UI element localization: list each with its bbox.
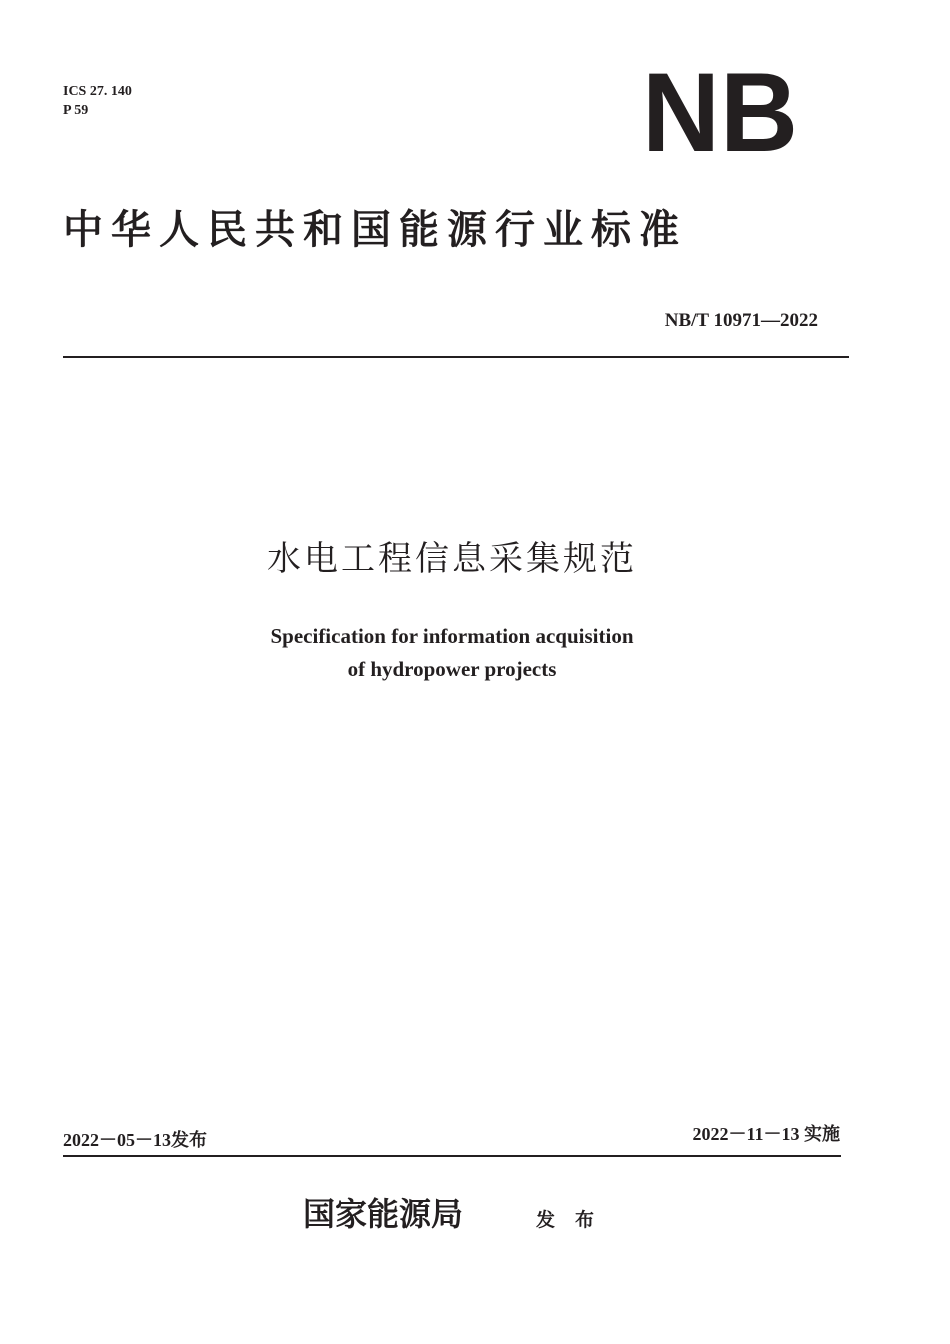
issuing-authority-suffix: 发布	[536, 1209, 615, 1231]
issue-date	[63, 1127, 207, 1154]
title-en-line-1: Specification for information acquisition	[270, 624, 634, 648]
nb-logo	[640, 58, 800, 158]
top-divider	[63, 356, 849, 358]
issue-date-value: 2022－05－13	[63, 1130, 171, 1150]
national-standard-title: 中华人民共和国能源行业标准	[63, 206, 687, 253]
issuing-authority: 国家能源局	[303, 1195, 464, 1233]
document-title-english	[0, 620, 904, 686]
implementation-date-value: 2022－11－13	[692, 1124, 800, 1144]
implementation-date-label: 实施	[804, 1124, 840, 1145]
document-title-chinese: 水电工程信息采集规范	[267, 539, 637, 579]
ccs-code: P 59	[63, 103, 89, 118]
ics-code: ICS 27. 140	[63, 84, 132, 99]
implementation-date	[692, 1121, 840, 1148]
standard-number: NB/T 10971—2022	[664, 310, 818, 331]
bottom-divider	[63, 1155, 841, 1157]
issue-date-label: 发布	[171, 1130, 207, 1151]
classification-codes	[63, 82, 132, 120]
title-en-line-2: of hydropower projects	[347, 657, 557, 681]
nb-logo-text: NB	[642, 58, 798, 158]
